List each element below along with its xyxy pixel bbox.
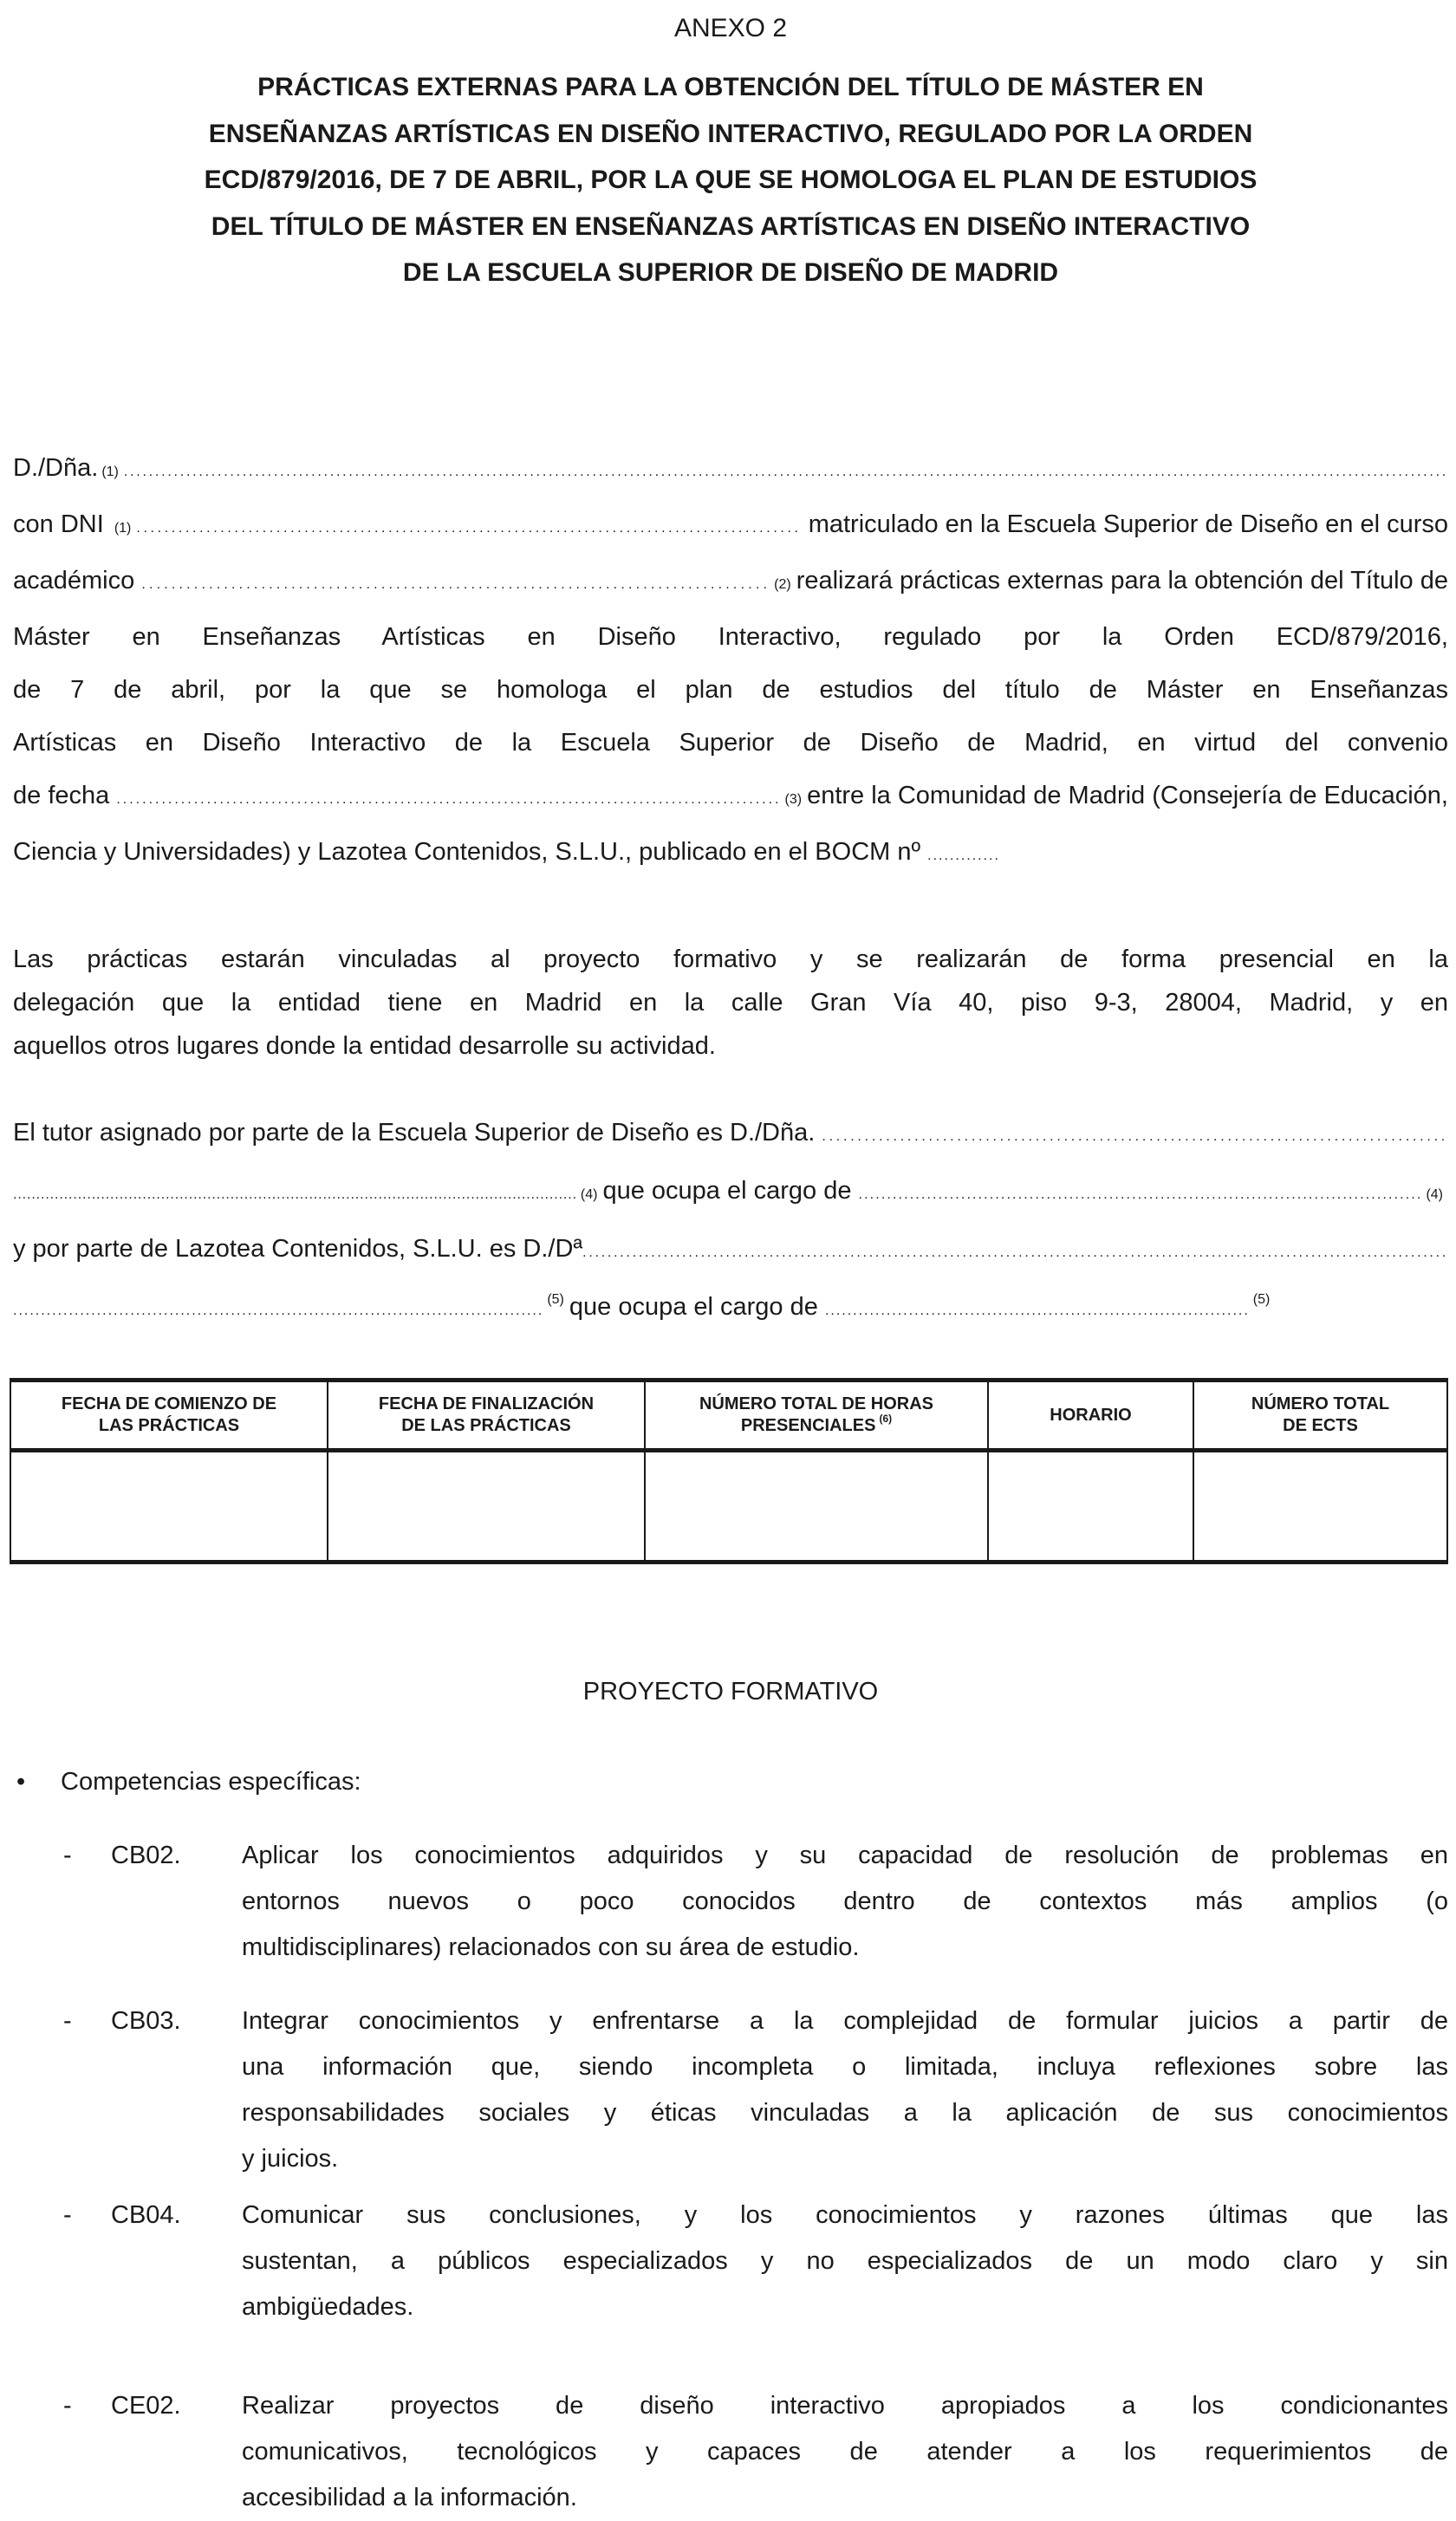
- table-row: [10, 1451, 1447, 1563]
- text-line: [13, 826, 1448, 882]
- header-total-hours: [645, 1381, 988, 1451]
- footnote-ref: (5): [1252, 1292, 1271, 1308]
- text-line: de 7 de abril, por la que se homologa el plan de estudios del título de Máster en Enseñanzas: [13, 676, 1448, 704]
- fill-in-field[interactable]: ...............................................................................................: [136, 521, 802, 536]
- dash-marker: -: [63, 1842, 72, 1869]
- description-line: responsabilidades sociales y éticas vinculadas a la aplicación de sus conocimientos: [242, 2099, 1448, 2127]
- text-line: [13, 1222, 1448, 1280]
- competence-code: CB03.: [111, 2007, 181, 2035]
- text-line: académico .................................................................................... (2) realizará prácticas externas para la obtención del Título de: [13, 555, 1448, 611]
- competence-description: [242, 1998, 1448, 2182]
- text-segment: que ocupa el cargo de: [602, 1177, 859, 1205]
- fill-in-field[interactable]: ...............................................................................................: [13, 1303, 544, 1318]
- text-segment: y por parte de Lazotea Contenidos, S.L.U. es D./Dª: [13, 1235, 583, 1263]
- text-segment: El tutor asignado por parte de la Escuela Superior de Diseño es D./Dña.: [13, 1119, 822, 1147]
- header-line: NÚMERO TOTAL: [1251, 1394, 1390, 1413]
- start-date-cell[interactable]: [10, 1451, 328, 1563]
- header-line: NÚMERO TOTAL DE HORAS: [699, 1394, 933, 1413]
- header-line: HORARIO: [1050, 1405, 1132, 1425]
- dash-marker: -: [63, 2392, 72, 2420]
- competence-code: CB02.: [111, 1842, 181, 1869]
- location-paragraph: [13, 938, 1448, 1068]
- header-line: FECHA DE FINALIZACIÓN: [378, 1394, 595, 1413]
- competence-description: [242, 2383, 1448, 2521]
- header-line: DE ECTS: [1283, 1416, 1358, 1435]
- internship-schedule-table: [10, 1378, 1448, 1564]
- header-line: LAS PRÁCTICAS: [98, 1416, 240, 1435]
- text-segment: que ocupa el cargo de: [569, 1293, 825, 1321]
- competence-code: CB04.: [111, 2201, 181, 2229]
- text-segment: de fecha: [13, 782, 117, 809]
- total-hours-cell[interactable]: [645, 1451, 988, 1563]
- fill-in-field[interactable]: ..........................................................................................................................: [13, 1187, 577, 1202]
- text-line: delegación que la entidad tiene en Madrid en la calle Gran Vía 40, piso 9-3, 28004, Madrid, y en: [13, 989, 1448, 1017]
- header-schedule: [988, 1381, 1193, 1451]
- header-line: FECHA DE COMIENZO DE: [61, 1394, 277, 1413]
- header-line: DE LAS PRÁCTICAS: [401, 1416, 571, 1435]
- table-header-row: [10, 1381, 1447, 1451]
- description-line: Integrar conocimientos y enfrentarse a la complejidad de formular juicios a partir de: [242, 2007, 1448, 2035]
- text-line: Artísticas en Diseño Interactivo de la Escuela Superior de Diseño de Madrid, en virtud del convenio: [13, 729, 1448, 757]
- text-line: [13, 1106, 1448, 1164]
- header-total-ects: [1193, 1381, 1447, 1451]
- header-end-date: [328, 1381, 645, 1451]
- bullet-label: Competencias específicas:: [61, 1768, 361, 1796]
- text-segment: D./Dña.: [13, 454, 99, 482]
- description-line: ambigüedades.: [242, 2293, 414, 2321]
- description-line: Realizar proyectos de diseño interactivo apropiados a los condicionantes: [242, 2392, 1448, 2420]
- title-line: DEL TÍTULO DE MÁSTER EN ENSEÑANZAS ARTÍSTICAS EN DISEÑO INTERACTIVO: [211, 211, 1251, 241]
- competence-code: CE02.: [111, 2392, 181, 2420]
- text-segment: aquellos otros lugares donde la entidad desarrolle su actividad.: [13, 1032, 716, 1060]
- dash-marker: -: [63, 2201, 72, 2229]
- text-segment: con DNI: [13, 510, 111, 538]
- description-line: Aplicar los conocimientos adquiridos y su capacidad de resolución de problemas en: [242, 1842, 1448, 1869]
- description-line: Comunicar sus conclusiones, y los conocimientos y razones últimas que las: [242, 2201, 1448, 2229]
- text-line: con DNI (1) ............................................................................................... matriculado en la Escuela Superior de Diseño en el curso: [13, 498, 1448, 555]
- description-line: una información que, siendo incompleta o limitada, incluya reflexiones sobre las: [242, 2053, 1448, 2081]
- description-line: multidisciplinares) relacionados con su área de estudio.: [242, 1933, 860, 1961]
- header-start-date: [10, 1381, 328, 1451]
- text-segment: entre la Comunidad de Madrid (Consejería de Educación,: [807, 782, 1448, 809]
- text-line: [13, 1280, 1448, 1338]
- total-ects-cell[interactable]: [1193, 1451, 1447, 1563]
- section-title: PROYECTO FORMATIVO: [582, 1678, 879, 1706]
- fill-in-field[interactable]: ........................................................................................: [822, 1129, 1448, 1144]
- fill-in-field[interactable]: ....................................................................................: [141, 577, 771, 592]
- text-line: Máster en Enseñanzas Artísticas en Diseño Interactivo, regulado por la Orden ECD/879/2016,: [13, 623, 1448, 651]
- description-line: accesibilidad a la información.: [242, 2484, 577, 2511]
- footnote-ref: (5): [547, 1292, 564, 1308]
- text-segment: académico: [13, 567, 142, 595]
- end-date-cell[interactable]: [328, 1451, 645, 1563]
- description-line: comunicativos, tecnológicos y capaces de atender a los requerimientos de: [242, 2438, 1448, 2466]
- fill-in-field[interactable]: ...................................................................................................: [858, 1187, 1423, 1202]
- annex-heading: ANEXO 2: [673, 14, 788, 42]
- fill-in-field[interactable]: ....................................................................................................................................................................................................................: [123, 465, 1448, 479]
- competence-description: [242, 1833, 1448, 1971]
- fill-in-field[interactable]: .......................................................................................................: [116, 792, 782, 807]
- title-line: PRÁCTICAS EXTERNAS PARA LA OBTENCIÓN DEL TÍTULO DE MÁSTER EN: [257, 73, 1204, 101]
- fill-in-field[interactable]: ...........................................................................................................................................: [582, 1245, 1448, 1260]
- footnote-ref: (6): [879, 1413, 893, 1426]
- text-line: .......................................................................................................................... (4) que ocupa el cargo de ................................................................................................... (4): [13, 1164, 1448, 1222]
- description-line: sustentan, a públicos especializados y no especializados de un modo claro y sin: [242, 2247, 1448, 2275]
- text-line: D./Dña. (1) ....................................................................................................................................................................................................................: [13, 442, 1448, 498]
- dash-marker: -: [63, 2007, 72, 2035]
- text-segment: Ciencia y Universidades) y Lazotea Contenidos, S.L.U., publicado en el BOCM nº: [13, 838, 928, 866]
- title-line: ENSEÑANZAS ARTÍSTICAS EN DISEÑO INTERACTIVO, REGULADO POR LA ORDEN: [208, 119, 1253, 148]
- bullet-icon: •: [16, 1768, 26, 1796]
- document-title: [13, 64, 1448, 296]
- text-segment: realizará prácticas externas para la obtención del Título de: [796, 567, 1448, 595]
- text-segment: matriculado en la Escuela Superior de Diseño en el curso: [801, 510, 1448, 538]
- text-line: [13, 1024, 1448, 1068]
- title-line: ECD/879/2016, DE 7 DE ABRIL, POR LA QUE SE HOMOLOGA EL PLAN DE ESTUDIOS: [204, 166, 1258, 194]
- competence-description: [242, 2193, 1448, 2330]
- description-line: y juicios.: [242, 2145, 339, 2173]
- student-declaration-paragraph: [13, 442, 1448, 882]
- text-line: Las prácticas estarán vinculadas al proyecto formativo y se realizarán de forma presencial en la: [13, 945, 1448, 973]
- fill-in-field[interactable]: ............................................................................: [824, 1303, 1250, 1318]
- text-line: de fecha ....................................................................................................... (3) entre la Comunidad de Madrid (Consejería de Educación,: [13, 770, 1448, 826]
- schedule-cell[interactable]: [988, 1451, 1193, 1563]
- title-line: DE LA ESCUELA SUPERIOR DE DISEÑO DE MADRID: [402, 258, 1059, 287]
- fill-in-field[interactable]: .............: [927, 848, 1000, 863]
- description-line: entornos nuevos o poco conocidos dentro de contextos más amplios (o: [242, 1888, 1448, 1915]
- header-line: PRESENCIALES: [740, 1416, 876, 1435]
- tutor-paragraph: [13, 1106, 1448, 1338]
